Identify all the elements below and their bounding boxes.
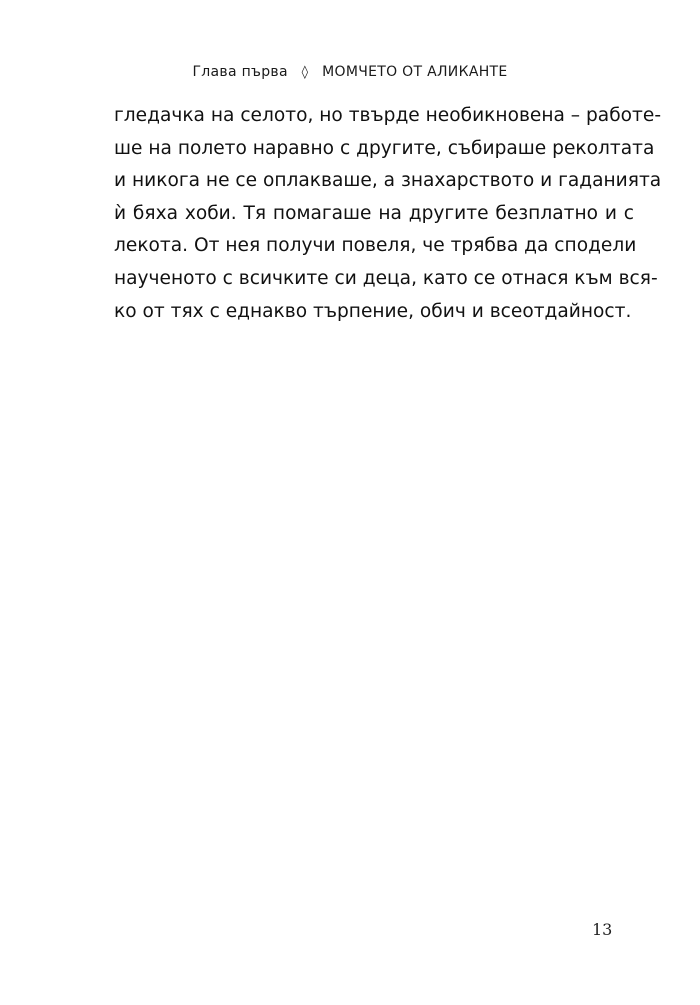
book-title: МОМЧЕТО ОТ АЛИКАНТЕ bbox=[322, 64, 508, 80]
body-paragraph bbox=[114, 100, 662, 328]
page-number: 13 bbox=[592, 920, 613, 939]
text-line: лекота. От нея получи повеля, че трябва да сподели bbox=[114, 235, 637, 257]
text-line: ко от тях с еднакво търпение, обич и всеотдайност. bbox=[114, 300, 632, 322]
text-line: ше на полето наравно с другите, събираше реколтата bbox=[114, 137, 655, 159]
running-header bbox=[0, 64, 700, 80]
diamond-separator-icon: ◊ bbox=[301, 65, 309, 80]
text-line: ѝ бяха хоби. Тя помагаше на другите безплатно и с bbox=[114, 202, 634, 224]
chapter-label: Глава първа bbox=[192, 64, 288, 80]
text-line: наученото с всичките си деца, като се отнася към вся- bbox=[114, 267, 658, 289]
text-line: и никога не се оплакваше, а знахарството и гаданията bbox=[114, 170, 662, 192]
text-line: гледачка на селото, но твърде необикновена – работе- bbox=[114, 105, 662, 126]
